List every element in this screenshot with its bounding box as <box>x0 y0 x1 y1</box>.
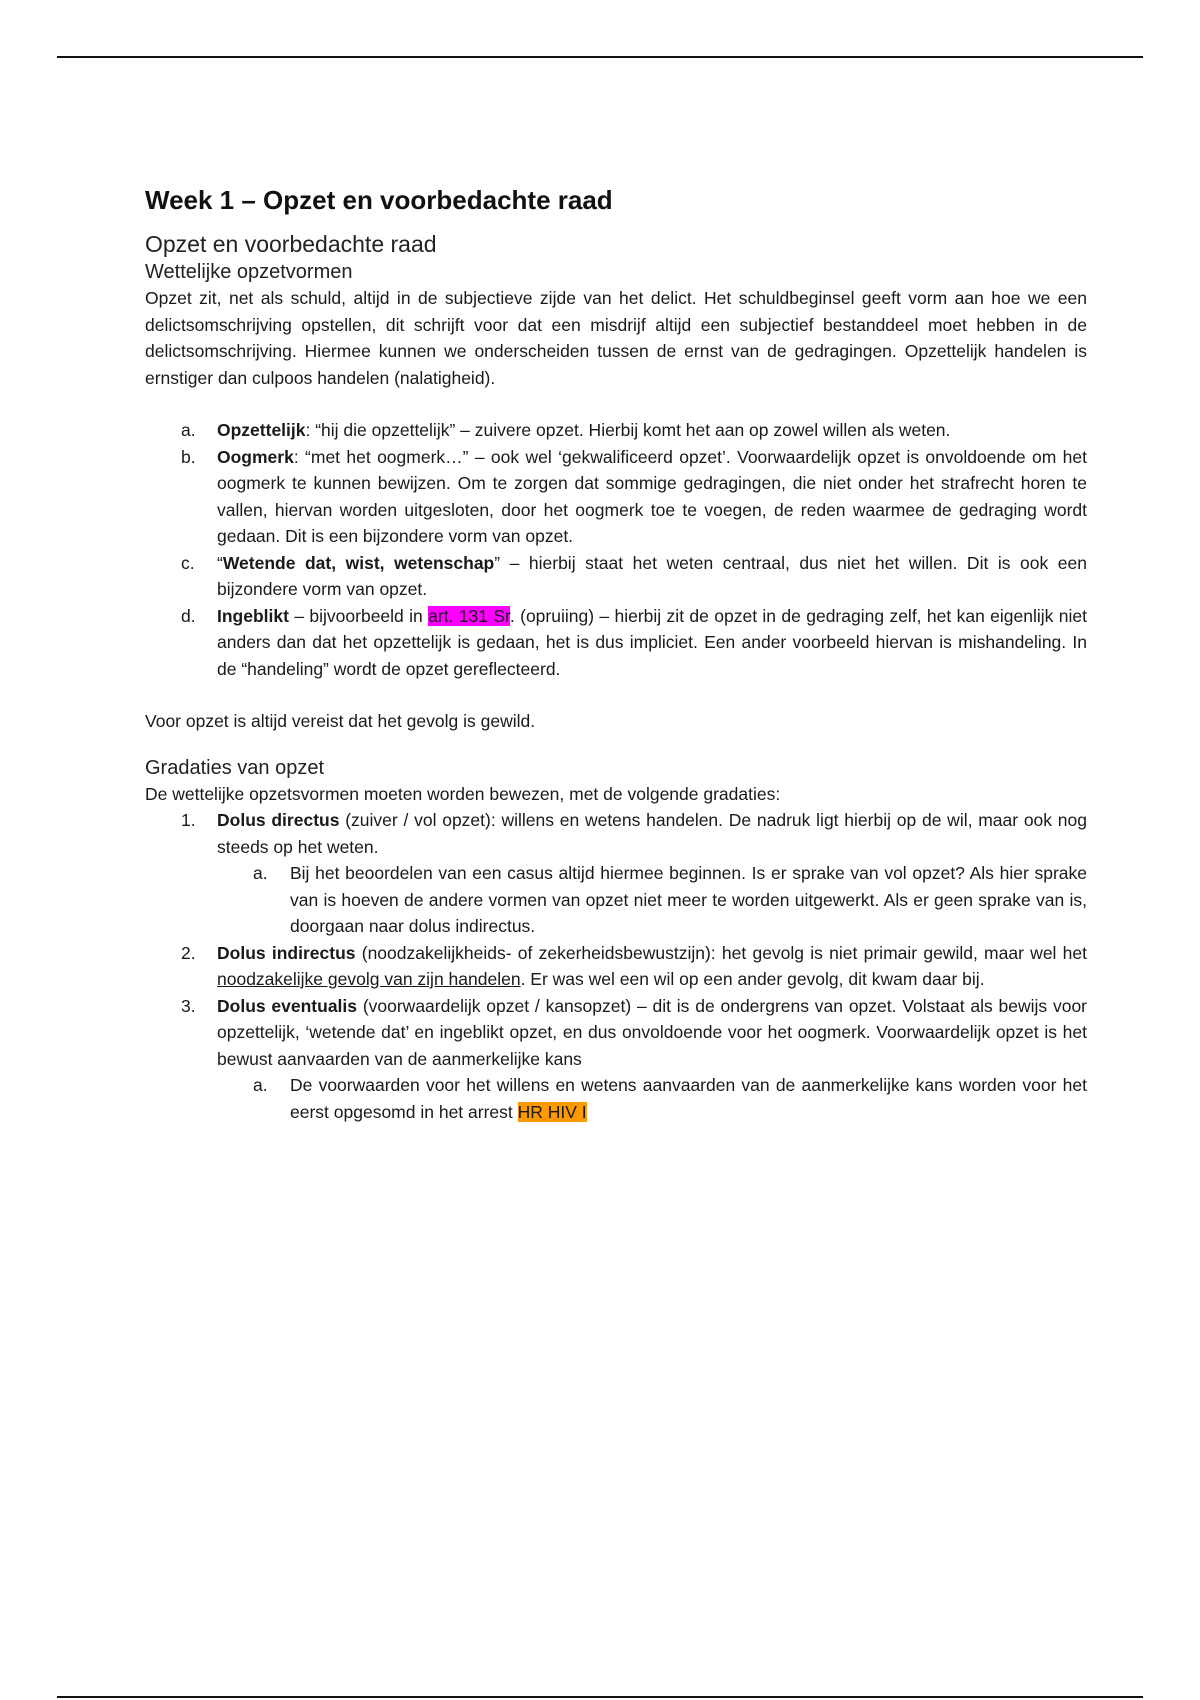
gradaties-list <box>145 807 1087 1125</box>
term-bold: Ingeblikt <box>217 605 289 626</box>
list-text: (zuiver / vol opzet): willens en wetens handelen. De nadruk ligt hierbij op de wil, maar ook nog steeds op het weten. <box>217 810 1087 857</box>
highlight-art-131: art. 131 Sr <box>428 605 510 626</box>
subsection-heading-wettelijke: Wettelijke opzetvormen <box>145 261 353 283</box>
list-item-3 <box>145 993 1087 1073</box>
list-prefix: – bijvoorbeeld in <box>288 605 429 626</box>
list-item-d <box>145 603 1087 683</box>
list-marker: 2. <box>181 942 196 963</box>
list-marker: a. <box>181 420 196 440</box>
list-prefix: “ <box>217 552 223 573</box>
term-bold: Dolus directus <box>217 810 340 830</box>
list-marker: b. <box>181 446 196 467</box>
page-title: Week 1 – Opzet en voorbedachte raad <box>145 185 613 215</box>
list-item-b <box>145 444 1087 550</box>
list-marker: 3. <box>181 995 196 1016</box>
list-item-a <box>145 417 1087 444</box>
list-item-c <box>145 550 1087 603</box>
list-marker: a. <box>253 1075 268 1095</box>
outro-paragraph: Voor opzet is altijd vereist dat het gevolg is gewild. <box>145 711 536 731</box>
list-marker: c. <box>181 552 195 573</box>
underlined-phrase: noodzakelijke gevolg van zijn handelen <box>217 969 521 989</box>
sub-list-item-1a <box>145 860 1087 940</box>
gradaties-intro: De wettelijke opzetsvormen moeten worden bewezen, met de volgende gradaties: <box>145 783 781 804</box>
list-text: Bij het beoordelen van een casus altijd hiermee beginnen. Is er sprake van vol opzet? Als hier sprake van is hoeven de andere vormen van opzet niet meer te worden uitgewerkt. Als er geen sprake van is, doorgaan naar dolus indirectus. <box>290 863 1087 936</box>
list-prefix: (noodzakelijkheids- of zekerheidsbewustzijn): het gevolg is niet primair gewild, maar wel het <box>355 942 1088 963</box>
list-text: . (opruiing) – hierbij zit de opzet in de gedraging zelf, het kan eigenlijk niet anders dan dat het opzettelijk is gedaan, het is dus impliciet. Een ander voorbeeld hiervan is mishandeling. In de “handeling” wordt de opzet gereflecteerd. <box>217 605 1087 679</box>
subsection-heading-gradaties: Gradaties van opzet <box>145 756 324 779</box>
list-text: : “met het oogmerk…” – ook wel ‘gekwalificeerd opzet’. Voorwaardelijk opzet is onvoldoende om het oogmerk te kunnen bewijzen. Om te zorgen dat sommige gedragingen, die niet onder het strafrecht horen te vallen, hiervan worden uitgesloten, door het oogmerk toe te voegen, de reden waarmee de gedraging wordt gedaan. Dit is een bijzondere vorm van opzet. <box>217 446 1087 546</box>
sub-list-item-3a <box>145 1072 1087 1125</box>
footer-rule <box>57 1696 1143 1698</box>
intro-paragraph: Opzet zit, net als schuld, altijd in de subjectieve zijde van het delict. Het schuldbeginsel geeft vorm aan hoe we een delictsomschrijving opstellen, dit schrijft voor dat een misdrijf altijd een subjectief bestanddeel moet hebben in de delictsomschrijving. Hiermee kunnen we onderscheiden tussen de ernst van de gedragingen. Opzettelijk handelen is ernstiger dan culpoos handelen (nalatigheid). <box>145 288 1087 388</box>
list-marker: d. <box>181 605 196 626</box>
list-text: : “hij die opzettelijk” – zuivere opzet. Hierbij komt het aan op zowel willen als weten. <box>305 420 951 440</box>
list-item-2 <box>145 940 1087 993</box>
list-text: (voorwaardelijk opzet / kansopzet) – dit is de ondergrens van opzet. Volstaat als bewijs voor opzettelijk, ‘wetende dat’ en ingeblikt opzet, en dus onvoldoende voor het oogmerk. Voorwaardelijk opzet is het bewust aanvaarden van de aanmerkelijke kans <box>217 995 1087 1069</box>
term-bold: Opzettelijk <box>217 420 306 440</box>
term-bold: Oogmerk <box>217 446 294 467</box>
list-marker: 1. <box>181 810 196 830</box>
list-marker: a. <box>253 863 268 883</box>
header-rule <box>57 56 1143 58</box>
term-bold: Dolus indirectus <box>217 942 356 963</box>
list-text: De voorwaarden voor het willens en wetens aanvaarden van de aanmerkelijke kans worden voor het eerst opgesomd in het arrest <box>290 1075 1087 1122</box>
list-text: ” – hierbij staat het weten centraal, dus niet het willen. Dit is ook een bijzondere vorm van opzet. <box>217 552 1088 599</box>
opzetvormen-list <box>145 417 1087 682</box>
list-text: . Er was wel een wil op een ander gevolg, dit kwam daar bij. <box>520 969 985 989</box>
section-heading: Opzet en voorbedachte raad <box>145 231 437 257</box>
list-item-1 <box>145 807 1087 860</box>
document-page <box>145 183 1087 1125</box>
term-bold: Wetende dat, wist, wetenschap <box>222 552 495 573</box>
highlight-hr-hiv: HR HIV I <box>517 1101 587 1122</box>
term-bold: Dolus eventualis <box>217 995 358 1016</box>
